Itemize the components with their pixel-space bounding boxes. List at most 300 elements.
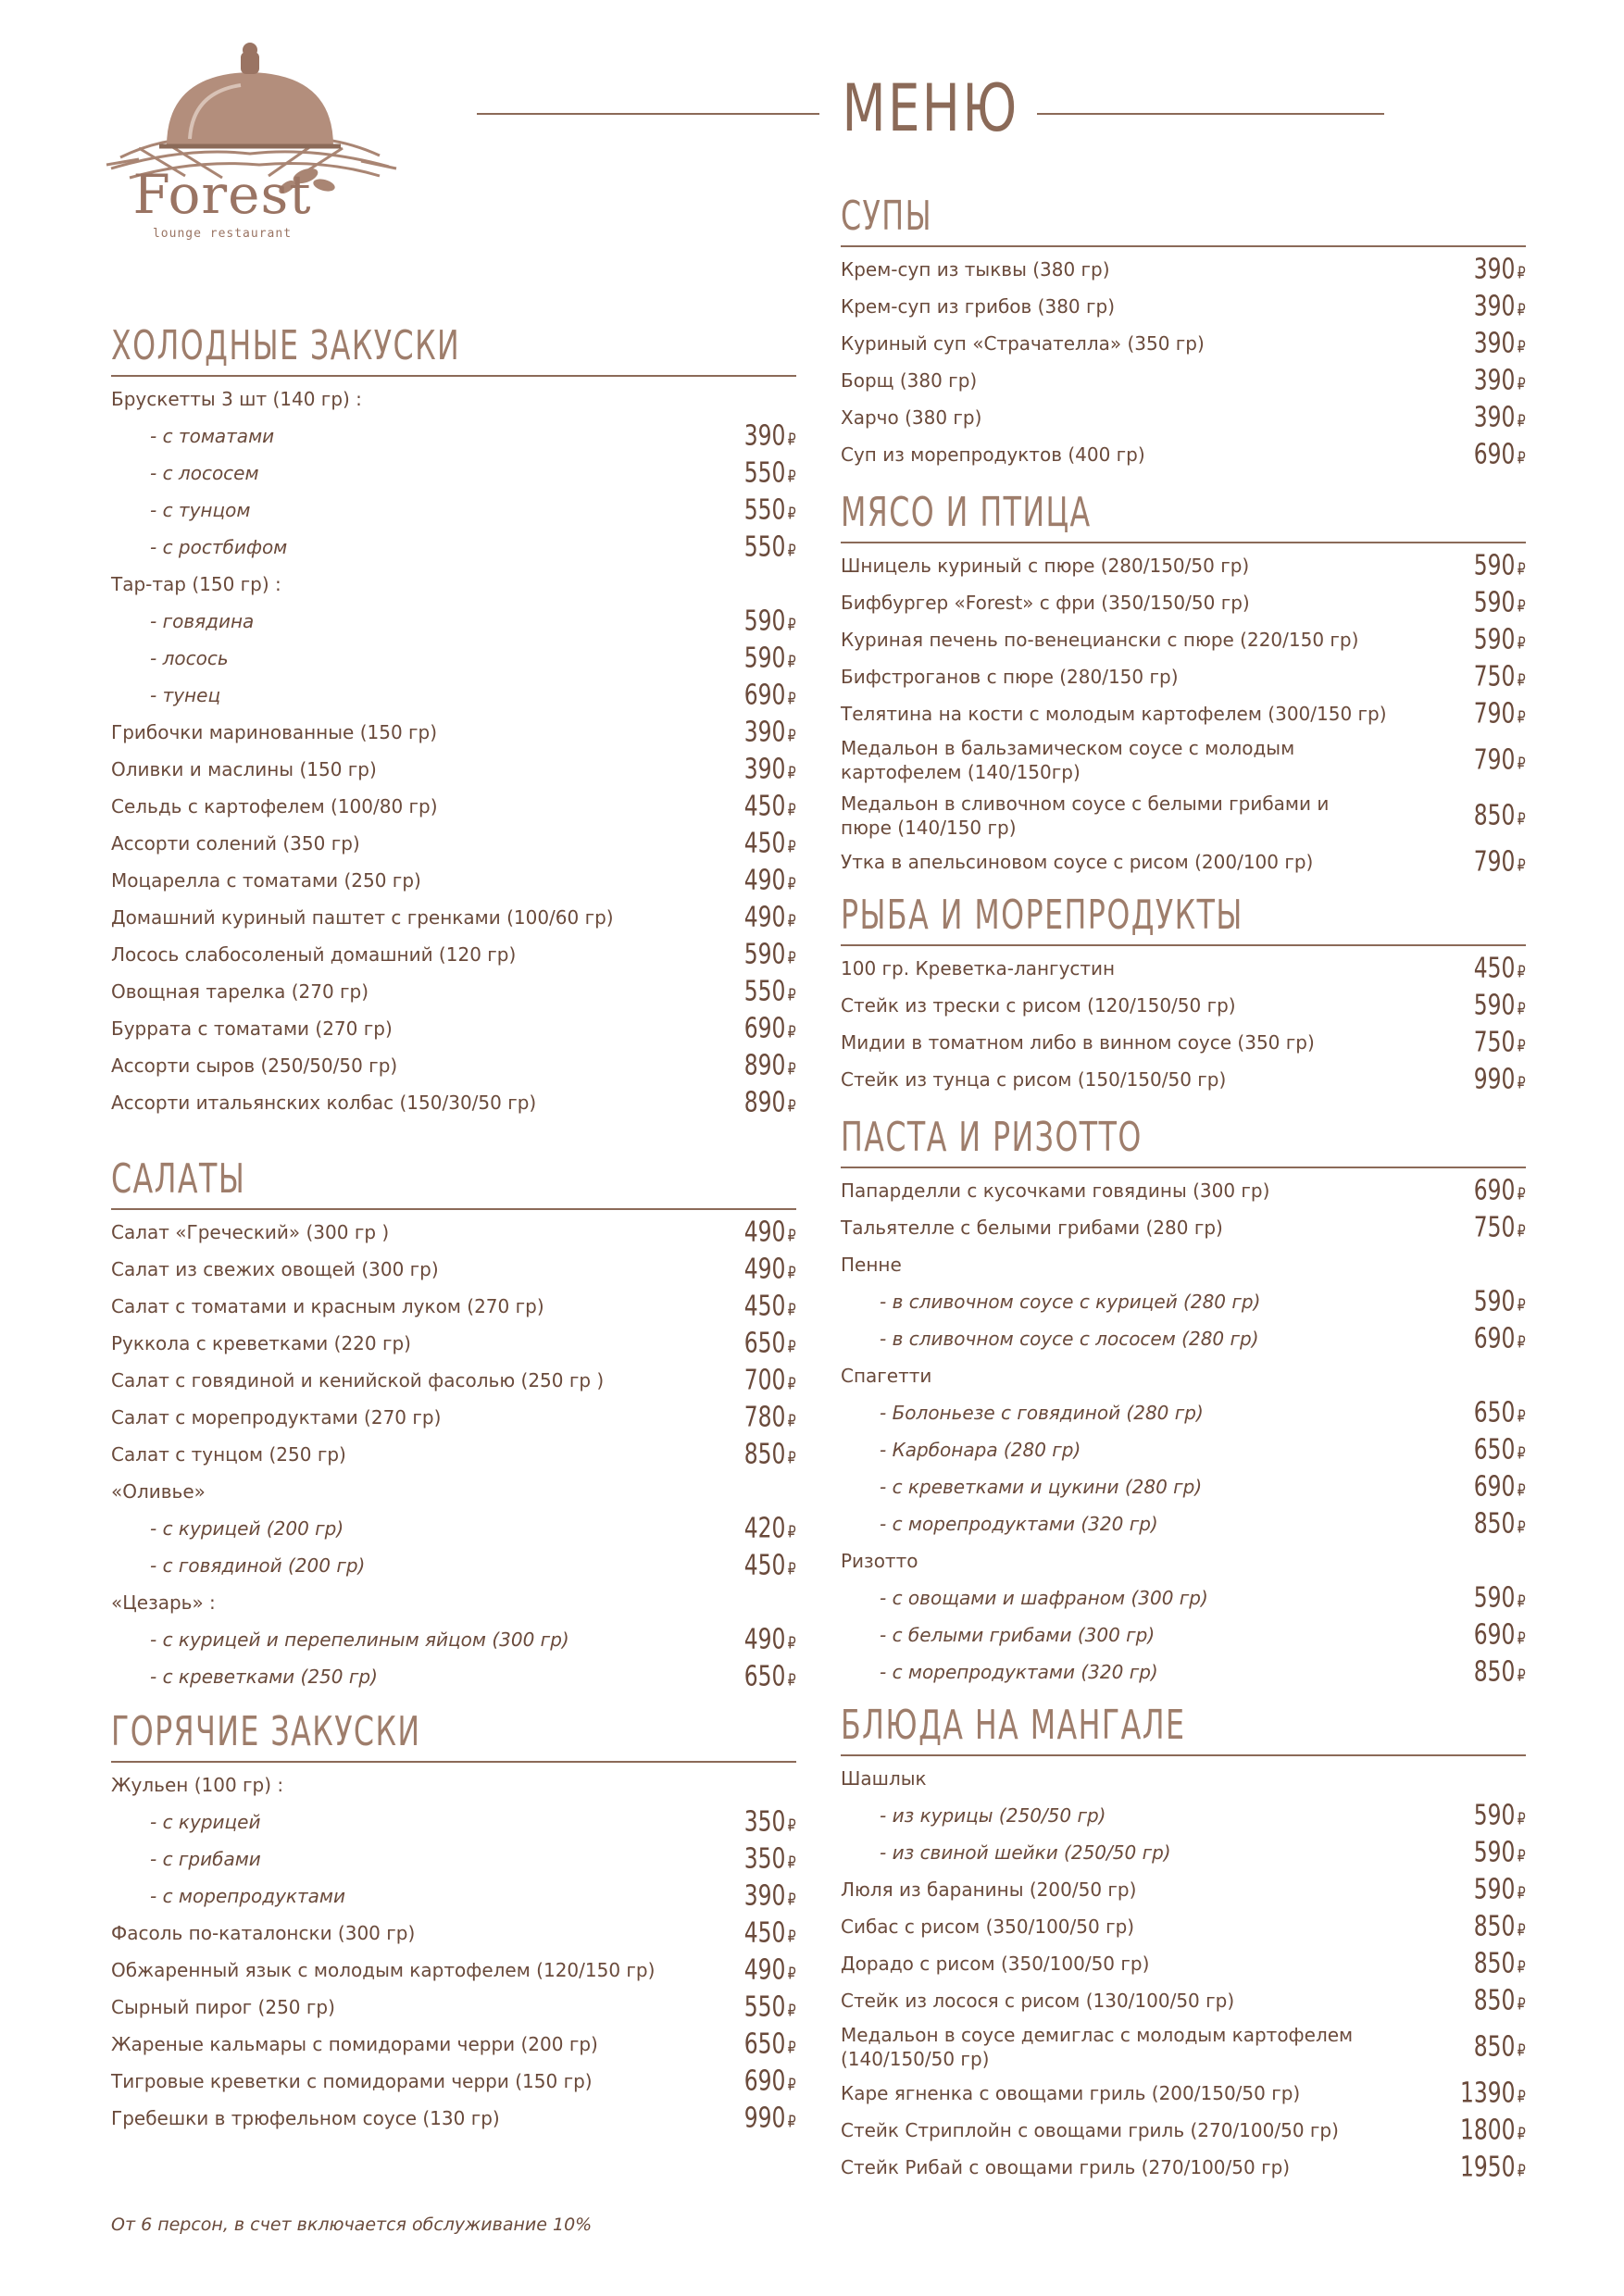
price-value: 1390: [1460, 2077, 1516, 2110]
item-name: - с лососем: [150, 462, 259, 484]
item-name: «Цезарь» :: [111, 1591, 216, 1614]
item-price: [744, 457, 796, 490]
price-value: 1800: [1460, 2114, 1516, 2147]
ruble-icon: ₽: [788, 504, 796, 524]
menu-item: [111, 1878, 796, 1915]
item-price: [1474, 1874, 1526, 1906]
ruble-icon: ₽: [1518, 1994, 1526, 2015]
item-name: Дорадо с рисом (350/100/50 гр): [841, 1953, 1150, 1975]
menu-item: [111, 1473, 796, 1510]
price-value: 850: [1474, 1507, 1516, 1541]
menu-item: [111, 1510, 796, 1547]
price-value: 590: [1474, 1285, 1516, 1318]
menu-item: [841, 621, 1526, 658]
item-price: [744, 1291, 796, 1323]
menu-item: [111, 936, 796, 973]
menu-item: [111, 566, 796, 603]
price-value: 490: [744, 1623, 786, 1656]
item-name: Буррата с томатами (270 гр): [111, 1017, 393, 1040]
price-value: 490: [744, 1953, 786, 1987]
price-value: 700: [744, 1364, 786, 1397]
menu-item: [841, 788, 1526, 843]
price-value: 450: [1474, 952, 1516, 985]
item-price: [744, 680, 796, 712]
item-price: [1474, 1397, 1526, 1429]
menu-item: [841, 950, 1526, 987]
menu-item: [111, 1362, 796, 1399]
item-name: Спагетти: [841, 1365, 932, 1387]
item-name: - говядина: [150, 610, 255, 632]
ruble-icon: ₽: [788, 874, 796, 894]
item-name: - с овощами и шафраном (300 гр): [880, 1587, 1208, 1609]
item-price: [1460, 2152, 1526, 2184]
price-value: 550: [744, 975, 786, 1008]
ruble-icon: ₽: [788, 1374, 796, 1394]
section-rule: [841, 1167, 1526, 1168]
price-value: 390: [1474, 401, 1516, 434]
price-value: 650: [744, 1660, 786, 1693]
item-price: [744, 1050, 796, 1082]
price-value: 890: [744, 1049, 786, 1082]
menu-item: [111, 1251, 796, 1288]
ruble-icon: ₽: [788, 911, 796, 931]
menu-section: [841, 190, 1526, 473]
item-name: Куриный суп «Страчателла» (350 гр): [841, 332, 1205, 355]
price-value: 650: [744, 2028, 786, 2061]
menu-item: [841, 1505, 1526, 1542]
menu-item: [111, 1084, 796, 1121]
item-price: [1474, 1175, 1526, 1207]
ruble-icon: ₽: [788, 1559, 796, 1579]
item-name: Ассорти итальянских колбас (150/30/50 гр): [111, 1092, 537, 1114]
price-value: 590: [1474, 1799, 1516, 1832]
item-name: - с креветками (250 гр): [150, 1666, 378, 1688]
menu-item: [841, 1760, 1526, 1797]
item-name: Домашний куриный паштет с гренками (100/60 гр): [111, 906, 614, 929]
menu-title-block: [477, 65, 1384, 157]
item-name: Обжаренный язык с молодым картофелем (120/150 гр): [111, 1959, 656, 1981]
price-value: 390: [744, 716, 786, 749]
ruble-icon: ₽: [1518, 559, 1526, 580]
item-name: Бифбургер «Forest» с фри (350/150/50 гр): [841, 592, 1250, 614]
item-name: Стейк из лосося с рисом (130/100/50 гр): [841, 1990, 1235, 2012]
item-price: [1474, 624, 1526, 656]
item-name: - тунец: [150, 684, 221, 706]
menu-item: [111, 862, 796, 899]
ruble-icon: ₽: [788, 1226, 796, 1246]
section-rule: [111, 375, 796, 377]
ruble-icon: ₽: [1518, 1221, 1526, 1242]
ruble-icon: ₽: [788, 800, 796, 820]
item-name: Оливки и маслины (150 гр): [111, 758, 377, 780]
price-value: 490: [744, 1253, 786, 1286]
menu-item: [111, 2026, 796, 2063]
menu-item: [111, 492, 796, 529]
ruble-icon: ₽: [1518, 1480, 1526, 1501]
ruble-icon: ₽: [1518, 337, 1526, 357]
item-price: [1474, 1471, 1526, 1504]
item-price: [1474, 698, 1526, 730]
menu-item: [841, 436, 1526, 473]
item-name: Жульен (100 гр) :: [111, 1774, 284, 1796]
price-value: 390: [1474, 327, 1516, 360]
ruble-icon: ₽: [788, 1927, 796, 1947]
menu-item: [111, 677, 796, 714]
item-price: [1474, 1286, 1526, 1318]
price-value: 790: [1474, 845, 1516, 879]
item-name: Гребешки в трюфельном соусе (130 гр): [111, 2107, 500, 2129]
item-name: Шницель куриный с пюре (280/150/50 гр): [841, 555, 1250, 577]
menu-item: [111, 1010, 796, 1047]
item-price: [744, 1402, 796, 1434]
item-price: [1474, 550, 1526, 582]
item-name: Салат с томатами и красным луком (270 гр): [111, 1295, 544, 1317]
menu-item: [111, 825, 796, 862]
menu-item: [841, 695, 1526, 732]
ruble-icon: ₽: [788, 2038, 796, 2058]
menu-item: [841, 843, 1526, 880]
item-name: - Болоньезе с говядиной (280 гр): [880, 1402, 1204, 1424]
item-name: Сырный пирог (250 гр): [111, 1996, 335, 2018]
item-name: Медальон в бальзамическом соусе с молодым картофелем (140/150гр): [841, 737, 1295, 783]
item-price: [744, 976, 796, 1008]
ruble-icon: ₽: [1518, 448, 1526, 468]
ruble-icon: ₽: [1518, 1443, 1526, 1464]
price-value: 350: [744, 1842, 786, 1876]
item-price: [744, 1365, 796, 1397]
menu-item: [111, 1989, 796, 2026]
ruble-icon: ₽: [1518, 2161, 1526, 2181]
item-name: Руккола с креветками (220 гр): [111, 1332, 411, 1354]
ruble-icon: ₽: [1518, 1809, 1526, 1829]
item-name: - в сливочном соусе с курицей (280 гр): [880, 1291, 1261, 1313]
price-value: 790: [1474, 743, 1516, 777]
price-value: 390: [744, 753, 786, 786]
brand-name: Forest: [132, 163, 312, 226]
item-price: [744, 1991, 796, 2024]
item-name: - с ростбифом: [150, 536, 288, 558]
item-price: [744, 1917, 796, 1950]
item-price: [1474, 365, 1526, 397]
menu-item: [111, 1766, 796, 1803]
item-name: - с морепродуктами: [150, 1885, 345, 1907]
ruble-icon: ₽: [788, 1964, 796, 1984]
menu-section: [111, 319, 796, 1121]
menu-item: [841, 987, 1526, 1024]
price-value: 450: [744, 827, 786, 860]
section-rule: [111, 1208, 796, 1210]
ruble-icon: ₽: [1518, 1332, 1526, 1353]
section-title: МЯСО И ПТИЦА: [841, 489, 1092, 536]
item-price: [1474, 1508, 1526, 1541]
price-value: 690: [1474, 1174, 1516, 1207]
ruble-icon: ₽: [1518, 411, 1526, 431]
price-value: 590: [1474, 586, 1516, 619]
section-rule: [841, 542, 1526, 543]
item-name: - с морепродуктами (320 гр): [880, 1661, 1158, 1683]
ruble-icon: ₽: [788, 985, 796, 1005]
item-name: Харчо (380 гр): [841, 406, 982, 429]
ruble-icon: ₽: [1518, 2087, 1526, 2107]
ruble-icon: ₽: [788, 652, 796, 672]
ruble-icon: ₽: [1518, 596, 1526, 617]
ruble-icon: ₽: [1518, 754, 1526, 774]
item-name: Салат с тунцом (250 гр): [111, 1443, 346, 1466]
menu-item: [111, 455, 796, 492]
item-name: Тигровые креветки с помидорами черри (150 гр): [111, 2070, 593, 2092]
item-name: Брускетты 3 шт (140 гр) :: [111, 388, 362, 410]
item-price: [744, 531, 796, 564]
menu-item: [111, 1436, 796, 1473]
ruble-icon: ₽: [788, 1448, 796, 1468]
ruble-icon: ₽: [788, 1096, 796, 1117]
item-price: [1474, 1323, 1526, 1355]
item-name: - в сливочном соусе с лососем (280 гр): [880, 1328, 1259, 1350]
ruble-icon: ₽: [1518, 300, 1526, 320]
ruble-icon: ₽: [788, 948, 796, 968]
item-name: Салат «Греческий» (300 гр ): [111, 1221, 390, 1243]
item-price: [744, 1013, 796, 1045]
ruble-icon: ₽: [1518, 1184, 1526, 1204]
menu-item: [841, 1908, 1526, 1945]
item-price: [1474, 328, 1526, 360]
section-title: СУПЫ: [841, 193, 932, 240]
menu-section: [841, 889, 1526, 1098]
price-value: 850: [1474, 1910, 1516, 1943]
menu-item: [111, 2063, 796, 2100]
menu-section: [841, 1111, 1526, 1691]
section-title: БЛЮДА НА МАНГАЛЕ: [841, 1702, 1186, 1749]
item-price: [744, 1087, 796, 1119]
menu-item: [111, 1841, 796, 1878]
item-price: [1474, 744, 1526, 777]
menu-item: [111, 1915, 796, 1952]
menu-item: [841, 1616, 1526, 1653]
price-value: 590: [1474, 623, 1516, 656]
item-name: Утка в апельсиновом соусе с рисом (200/100 гр): [841, 851, 1314, 873]
ruble-icon: ₽: [1518, 1517, 1526, 1538]
menu-item: [841, 325, 1526, 362]
menu-item: [111, 1547, 796, 1584]
item-price: [1474, 1837, 1526, 1869]
section-title: ГОРЯЧИЕ ЗАКУСКИ: [111, 1708, 421, 1755]
price-value: 450: [744, 790, 786, 823]
menu-item: [111, 1621, 796, 1658]
item-price: [744, 828, 796, 860]
item-price: [1474, 1582, 1526, 1615]
menu-item: [841, 1394, 1526, 1431]
ruble-icon: ₽: [1518, 2124, 1526, 2144]
item-name: - из курицы (250/50 гр): [880, 1804, 1106, 1827]
section-title: ПАСТА И РИЗОТТО: [841, 1114, 1143, 1161]
item-name: Сельдь с картофелем (100/80 гр): [111, 795, 438, 817]
item-price: [1474, 800, 1526, 832]
menu-item: [111, 1399, 796, 1436]
item-name: Стейк Рибай с овощами гриль (270/100/50 гр): [841, 2156, 1291, 2178]
item-name: - Карбонара (280 гр): [880, 1439, 1081, 1461]
section-rule: [841, 1754, 1526, 1756]
item-name: - с тунцом: [150, 499, 251, 521]
ruble-icon: ₽: [1518, 633, 1526, 654]
menu-item: [841, 547, 1526, 584]
item-name: Тальятелле с белыми грибами (280 гр): [841, 1217, 1223, 1239]
price-value: 650: [1474, 1433, 1516, 1466]
menu-item: [841, 1061, 1526, 1098]
price-value: 750: [1474, 1211, 1516, 1244]
ruble-icon: ₽: [1518, 1295, 1526, 1316]
menu-section: [111, 1153, 796, 1695]
item-name: Ассорти сыров (250/50/50 гр): [111, 1054, 398, 1077]
price-value: 590: [1474, 1836, 1516, 1869]
item-price: [744, 1328, 796, 1360]
menu-item: [111, 899, 796, 936]
ruble-icon: ₽: [1518, 809, 1526, 830]
menu-item: [111, 751, 796, 788]
menu-item: [111, 2100, 796, 2137]
price-value: 450: [744, 1549, 786, 1582]
ruble-icon: ₽: [1518, 707, 1526, 728]
item-price: [744, 1624, 796, 1656]
item-price: [744, 2103, 796, 2135]
item-price: [1474, 846, 1526, 879]
item-name: Ассорти солений (350 гр): [111, 832, 360, 855]
item-name: Стейк Стриплойн с овощами гриль (270/100/50 гр): [841, 2119, 1339, 2141]
price-value: 750: [1474, 660, 1516, 693]
menu-item: [111, 381, 796, 418]
item-name: Овощная тарелка (270 гр): [111, 980, 369, 1003]
item-price: [1474, 1948, 1526, 1980]
item-name: Лосось слабосоленый домашний (120 гр): [111, 943, 517, 966]
section-title: РЫБА И МОРЕПРОДУКТЫ: [841, 892, 1243, 939]
item-name: Ризотто: [841, 1550, 918, 1572]
ruble-icon: ₽: [1518, 1920, 1526, 1940]
item-price: [1474, 2031, 1526, 2064]
price-value: 650: [744, 1327, 786, 1360]
brand-subtitle: lounge restaurant: [152, 227, 293, 241]
item-name: Салат с говядиной и кенийской фасолью (250 гр ): [111, 1369, 605, 1391]
ruble-icon: ₽: [788, 1816, 796, 1836]
item-name: - с морепродуктами (320 гр): [880, 1513, 1158, 1535]
menu-item: [111, 1047, 796, 1084]
ruble-icon: ₽: [1518, 1957, 1526, 1978]
menu-item: [841, 288, 1526, 325]
item-price: [1474, 990, 1526, 1022]
price-value: 490: [744, 901, 786, 934]
price-value: 590: [1474, 549, 1516, 582]
menu-item: [111, 788, 796, 825]
ruble-icon: ₽: [1518, 1628, 1526, 1649]
ruble-icon: ₽: [1518, 1073, 1526, 1093]
price-value: 790: [1474, 697, 1516, 730]
ruble-icon: ₽: [1518, 999, 1526, 1019]
price-value: 390: [744, 419, 786, 453]
item-name: Шашлык: [841, 1767, 927, 1790]
item-price: [1474, 1064, 1526, 1096]
menu-item: [841, 732, 1526, 788]
item-price: [1474, 1800, 1526, 1832]
item-name: Папарделли с кусочками говядины (300 гр): [841, 1179, 1270, 1202]
item-name: Каре ягненка с овощами гриль (200/150/50 гр): [841, 2082, 1301, 2104]
item-price: [744, 1954, 796, 1987]
price-value: 420: [744, 1512, 786, 1545]
price-value: 850: [1474, 799, 1516, 832]
item-name: - с говядиной (200 гр): [150, 1554, 366, 1577]
item-name: Люля из баранины (200/50 гр): [841, 1878, 1137, 1901]
ruble-icon: ₽: [788, 1853, 796, 1873]
price-value: 590: [1474, 1873, 1516, 1906]
item-price: [744, 1217, 796, 1249]
menu-item: [841, 1579, 1526, 1616]
ruble-icon: ₽: [1518, 1846, 1526, 1866]
section-rule: [841, 245, 1526, 247]
menu-item: [841, 1209, 1526, 1246]
ruble-icon: ₽: [788, 726, 796, 746]
item-price: [1474, 953, 1526, 985]
price-value: 890: [744, 1086, 786, 1119]
ruble-icon: ₽: [1518, 670, 1526, 691]
price-value: 550: [744, 1990, 786, 2024]
item-name: Грибочки маринованные (150 гр): [111, 721, 438, 743]
menu-item: [111, 529, 796, 566]
section-rule: [841, 944, 1526, 946]
ruble-icon: ₽: [1518, 2040, 1526, 2061]
menu-item: [111, 1584, 796, 1621]
footnote: От 6 персон, в счет включается обслуживание 10%: [111, 2215, 593, 2235]
item-price: [744, 1254, 796, 1286]
menu-item: [111, 714, 796, 751]
menu-item: [841, 1871, 1526, 1908]
ruble-icon: ₽: [788, 615, 796, 635]
menu-item: [841, 2075, 1526, 2112]
price-value: 350: [744, 1805, 786, 1839]
price-value: 690: [1474, 438, 1516, 471]
item-price: [1474, 254, 1526, 286]
item-price: [744, 420, 796, 453]
item-name: - с грибами: [150, 1848, 261, 1870]
menu-item: [841, 2019, 1526, 2075]
item-price: [744, 643, 796, 675]
item-name: Пенне: [841, 1254, 902, 1276]
menu-section: [841, 486, 1526, 880]
item-price: [1474, 1985, 1526, 2017]
section-title: САЛАТЫ: [111, 1155, 246, 1203]
item-price: [1460, 2115, 1526, 2147]
item-name: Бифстроганов с пюре (280/150 гр): [841, 666, 1179, 688]
ruble-icon: ₽: [788, 541, 796, 561]
item-name: Медальон в соусе демиглас с молодым картофелем (140/150/50 гр): [841, 2024, 1354, 2070]
ruble-icon: ₽: [788, 2001, 796, 2021]
item-price: [1474, 1027, 1526, 1059]
ruble-icon: ₽: [788, 1300, 796, 1320]
ruble-icon: ₽: [1518, 1036, 1526, 1056]
item-name: - с курицей: [150, 1811, 261, 1833]
menu-item: [841, 399, 1526, 436]
price-value: 490: [744, 864, 786, 897]
price-value: 590: [1474, 1581, 1516, 1615]
ruble-icon: ₽: [1518, 855, 1526, 876]
item-name: - с курицей (200 гр): [150, 1517, 344, 1540]
item-name: Медальон в сливочном соусе с белыми грибами и пюре (140/150 гр): [841, 792, 1330, 839]
price-value: 650: [1474, 1396, 1516, 1429]
item-price: [1474, 1212, 1526, 1244]
price-value: 390: [1474, 253, 1516, 286]
price-value: 990: [1474, 1063, 1516, 1096]
menu-item: [841, 1172, 1526, 1209]
menu-title: МЕНЮ: [842, 70, 1019, 146]
item-price: [1460, 2078, 1526, 2110]
price-value: 780: [744, 1401, 786, 1434]
item-name: Жареные кальмары с помидорами черри (200 гр): [111, 2033, 598, 2055]
